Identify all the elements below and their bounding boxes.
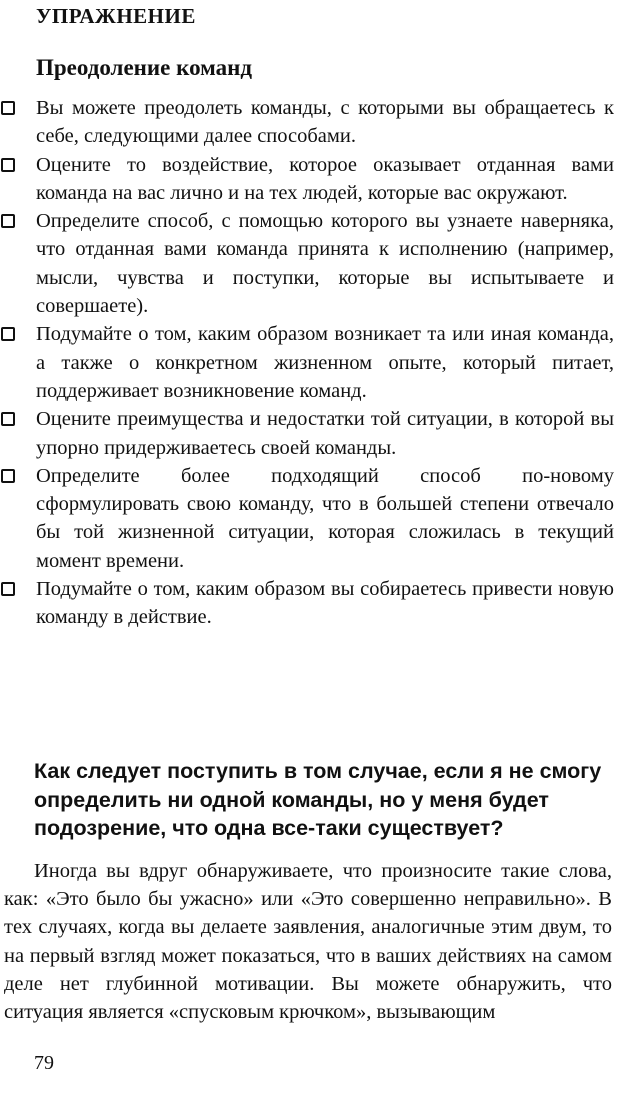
checklist-item bbox=[0, 94, 620, 151]
checkbox-icon bbox=[1, 469, 15, 483]
checkbox-icon bbox=[1, 101, 15, 115]
checklist-item bbox=[0, 207, 620, 320]
checklist-item bbox=[0, 575, 620, 632]
checkbox-icon bbox=[1, 582, 15, 596]
body-paragraph: Иногда вы вдруг обнаруживаете, что произносите такие слова, как: «Это было бы ужасно» или «Это совершенно неправильно». В тех случаях, когда вы делаете заявления, аналогичные этим двум, то на первый взгляд может показаться, что в ваших действиях на самом деле нет глубинной мотивации. Вы можете обнаружить, что ситуация является «спусковым крючком», вызывающим bbox=[4, 860, 612, 1024]
exercise-title: Преодоление команд bbox=[36, 55, 253, 80]
question-heading: Как следует поступить в том случае, если я не смогу определить ни одной команды, но у меня будет подозрение, что одна все-таки существует? bbox=[34, 759, 602, 840]
checklist-item bbox=[0, 320, 620, 405]
checklist-item-text: Определите более подходящий способ по-новому сформулировать свою команду, что в большей степени отвечало бы той жизненной ситуации, которая сложилась в текущий момент времени. bbox=[36, 464, 614, 572]
exercise-checklist bbox=[0, 94, 620, 632]
checklist-item bbox=[0, 151, 620, 208]
checklist-item-text: Подумайте о том, каким образом возникает та или иная команда, а также о конкретном жизненном опыте, который питает, поддерживает возникновение команд. bbox=[36, 323, 614, 402]
checklist-item-text: Оцените то воздействие, которое оказывает отданная вами команда на вас лично и на тех людей, которые вас окружают. bbox=[36, 153, 614, 204]
checklist-item bbox=[0, 462, 620, 575]
checklist-item-text: Вы можете преодолеть команды, с которыми вы обращаетесь к себе, следующими далее способами. bbox=[36, 97, 614, 148]
section-label: УПРАЖНЕНИЕ bbox=[36, 4, 196, 28]
checkbox-icon bbox=[1, 412, 15, 426]
checkbox-icon bbox=[1, 327, 15, 341]
checklist-item-text: Подумайте о том, каким образом вы собираетесь привести новую команду в действие. bbox=[36, 578, 614, 629]
checklist-item-text: Оцените преимущества и недостатки той ситуации, в которой вы упорно придерживаетесь своей команды. bbox=[36, 408, 614, 459]
checkbox-icon bbox=[1, 158, 15, 172]
checklist-item bbox=[0, 405, 620, 462]
checkbox-icon bbox=[1, 214, 15, 228]
checklist-item-text: Определите способ, с помощью которого вы узнаете наверняка, что отданная вами команда принята к исполнению (например, мысли, чувства и поступки, которые вы испытываете и совершаете). bbox=[36, 210, 614, 318]
page-number: 79 bbox=[34, 1052, 54, 1074]
